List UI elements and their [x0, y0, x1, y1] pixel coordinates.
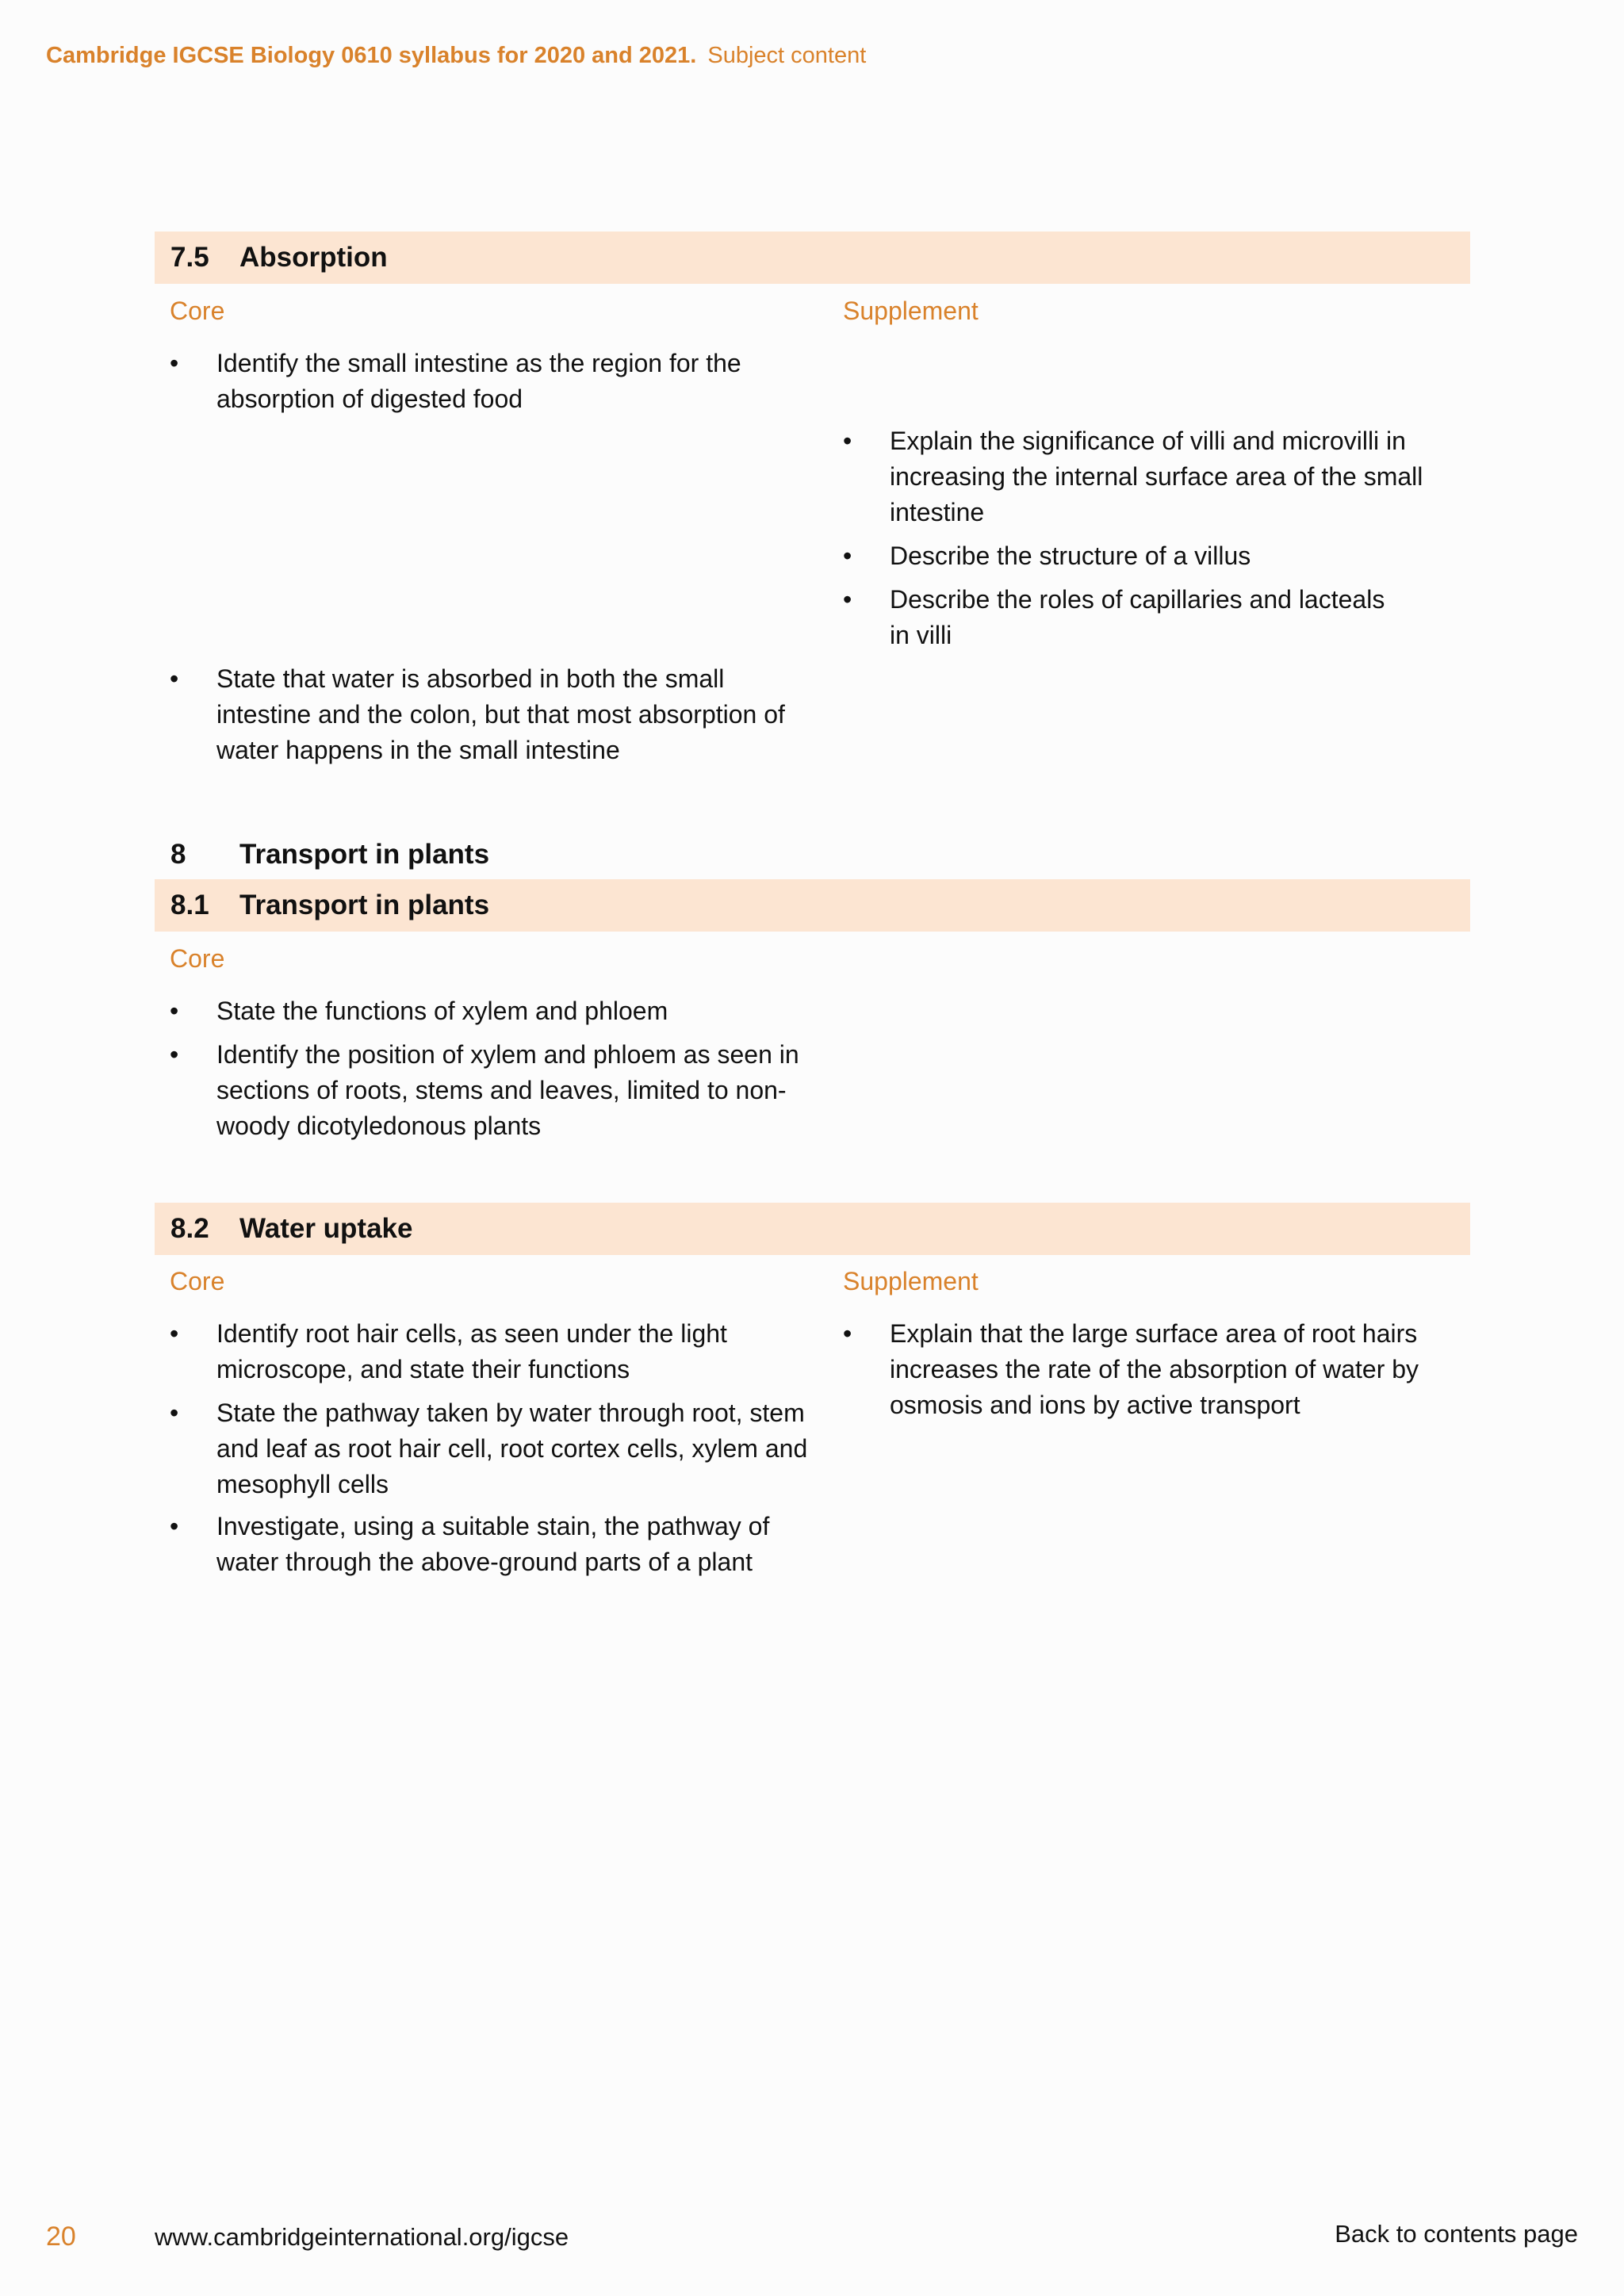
bullet-icon: • [170, 1512, 179, 1540]
list-item: • Explain that the large surface area of root hairs increases the rate of the absorption of water by osmosis and ions by active transport [843, 1316, 1461, 1423]
core-label: Core [170, 297, 225, 325]
list-item: • State that water is absorbed in both the small intestine and the colon, but that most absorption of water happens in the small intestine [170, 661, 812, 768]
chapter-8-heading [155, 835, 789, 874]
core-label: Core [170, 944, 225, 973]
list-item: • State the pathway taken by water through root, stem and leaf as root hair cell, root cortex cells, xylem and mesophyll cells [170, 1395, 812, 1502]
bullet-icon: • [843, 585, 852, 614]
list-item: • Describe the structure of a villus [843, 538, 1461, 574]
section-8-1-band [155, 879, 1470, 932]
bullet-icon: • [170, 349, 179, 377]
section-title: Water uptake [239, 1213, 413, 1244]
section-title: Transport in plants [239, 890, 490, 920]
list-item: • Investigate, using a suitable stain, the pathway of water through the above-ground parts of a plant [170, 1509, 812, 1580]
section-number: 8.2 [170, 1213, 209, 1244]
bullet-icon: • [170, 1319, 179, 1348]
bullet-icon: • [170, 1399, 179, 1427]
list-item: • Describe the roles of capillaries and lacteals in villi [843, 582, 1398, 653]
bullet-icon: • [843, 1319, 852, 1348]
bullet-icon: • [843, 427, 852, 455]
list-item: • Identify root hair cells, as seen under the light microscope, and state their functions [170, 1316, 812, 1387]
list-item: • Identify the small intestine as the region for the absorption of digested food [170, 346, 812, 417]
back-to-contents-link[interactable]: Back to contents page [1335, 2220, 1578, 2248]
page-number: 20 [46, 2221, 76, 2252]
chapter-number: 8 [170, 839, 186, 870]
supplement-label: Supplement [843, 1267, 979, 1295]
website-link[interactable]: www.cambridgeinternational.org/igcse [155, 2223, 569, 2251]
header-section: Subject content [707, 43, 867, 68]
section-number: 7.5 [170, 242, 209, 273]
core-label: Core [170, 1267, 225, 1295]
bullet-icon: • [170, 1040, 179, 1069]
supplement-label: Supplement [843, 297, 979, 325]
chapter-title: Transport in plants [239, 839, 490, 870]
bullet-icon: • [843, 541, 852, 570]
section-title: Absorption [239, 242, 388, 273]
bullet-icon: • [170, 997, 179, 1025]
bullet-icon: • [170, 664, 179, 693]
section-number: 8.1 [170, 890, 209, 920]
running-header [46, 43, 866, 69]
header-title: Cambridge IGCSE Biology 0610 syllabus for 2020 and 2021. [46, 43, 697, 68]
list-item: • State the functions of xylem and phloem [170, 993, 812, 1029]
list-item: • Identify the position of xylem and phloem as seen in sections of roots, stems and leaves, limited to non-woody dicotyledonous plants [170, 1037, 812, 1144]
section-8-2-band [155, 1203, 1470, 1255]
section-7-5-band [155, 232, 1470, 284]
list-item: • Explain the significance of villi and microvilli in increasing the internal surface area of the small intestine [843, 423, 1461, 530]
